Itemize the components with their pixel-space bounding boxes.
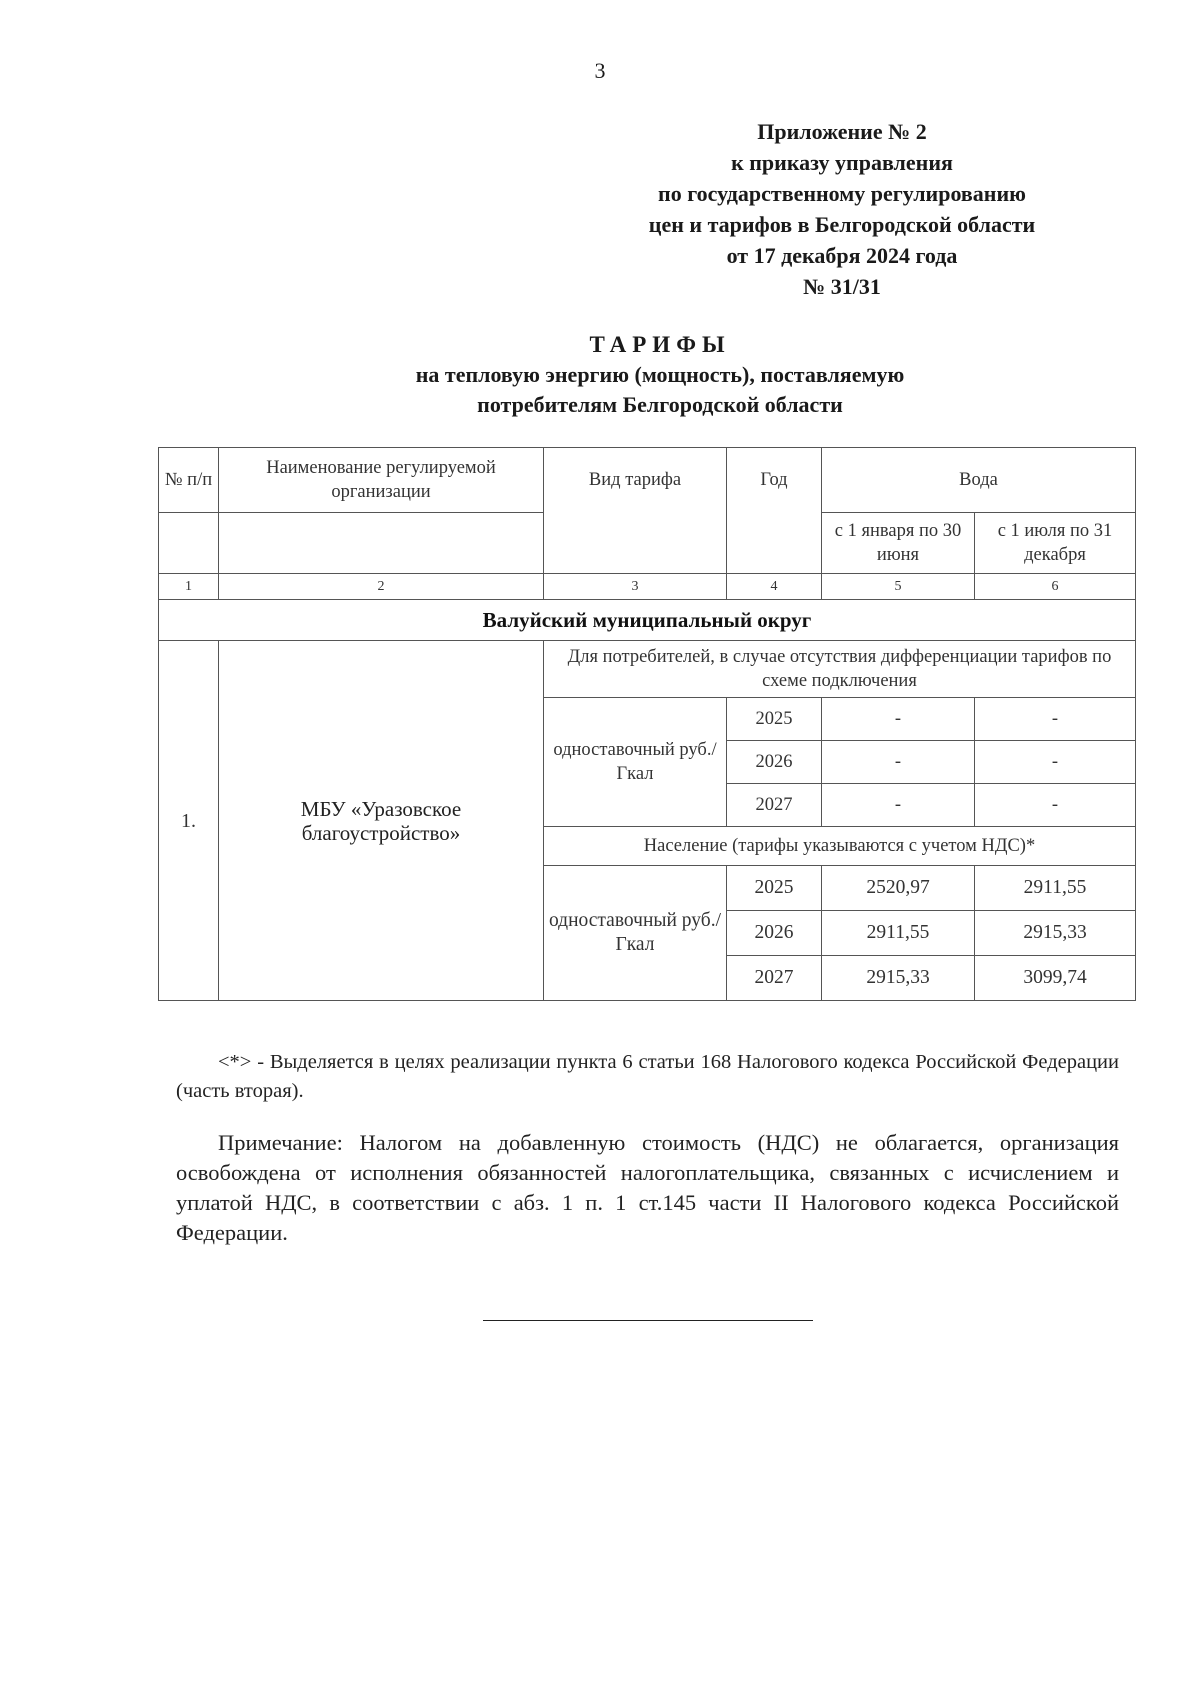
document-title — [300, 330, 1020, 420]
value-cell: 2520,97 — [822, 866, 975, 911]
header-num: № п/п — [159, 448, 219, 513]
year-cell: 2026 — [727, 741, 822, 784]
col-number: 2 — [219, 574, 544, 600]
subheader-empty — [219, 513, 544, 574]
row-number: 1. — [159, 641, 219, 1001]
page-number: 3 — [594, 58, 606, 83]
group-label: Для потребителей, в случае отсутствия дифференциации тарифов по схеме подключения — [544, 641, 1136, 698]
subheader-empty — [159, 513, 219, 574]
year-cell: 2026 — [727, 911, 822, 956]
header-period1: с 1 января по 30 июня — [822, 513, 975, 574]
annex-line: от 17 декабря 2024 года — [726, 243, 958, 268]
year-cell: 2025 — [727, 698, 822, 741]
group-label: Население (тарифы указываются с учетом НДС)* — [544, 827, 1136, 866]
col-number: 6 — [975, 574, 1136, 600]
annex-line: № 31/31 — [803, 274, 881, 299]
value-cell: - — [822, 784, 975, 827]
year-cell: 2025 — [727, 866, 822, 911]
title-main: ТАРИФЫ — [589, 332, 731, 357]
table-row — [159, 641, 1136, 698]
annex-line: Приложение № 2 — [757, 119, 927, 144]
title-line: на тепловую энергию (мощность), поставляемую — [415, 362, 905, 387]
value-cell: 2915,33 — [975, 911, 1136, 956]
tariff-type: одноставочный руб./Гкал — [544, 698, 727, 827]
header-year: Год — [727, 448, 822, 574]
annex-line: по государственному регулированию — [658, 181, 1026, 206]
value-cell: 2911,55 — [822, 911, 975, 956]
value-cell: 2915,33 — [822, 956, 975, 1001]
col-number: 5 — [822, 574, 975, 600]
header-row — [159, 448, 1136, 513]
tariff-type: одноставочный руб./Гкал — [544, 866, 727, 1001]
note-paragraph: Примечание: Налогом на добавленную стоимость (НДС) не облагается, организация освобождена от исполнения обязанностей налогоплательщика, связанных с исчислением и уплатой НДС, в соответствии с абз. 1 п. 1 ст.145 части II Налогового кодекса Российской Федерации. — [176, 1130, 1119, 1245]
value-cell: - — [822, 698, 975, 741]
footnote: <*> - Выделяется в целях реализации пункта 6 статьи 168 Налогового кодекса Российской Федерации (часть вторая). — [176, 1051, 1119, 1102]
year-cell: 2027 — [727, 956, 822, 1001]
annex-header — [612, 116, 1072, 302]
value-cell: 3099,74 — [975, 956, 1136, 1001]
value-cell: - — [975, 741, 1136, 784]
column-number-row — [159, 574, 1136, 600]
col-number: 3 — [544, 574, 727, 600]
value-cell: - — [975, 698, 1136, 741]
organization-name: МБУ «Уразовское благоустройство» — [219, 641, 544, 1001]
col-number: 1 — [159, 574, 219, 600]
district-row — [159, 600, 1136, 641]
end-divider — [483, 1320, 813, 1321]
year-cell: 2027 — [727, 784, 822, 827]
value-cell: - — [822, 741, 975, 784]
value-cell: 2911,55 — [975, 866, 1136, 911]
header-type: Вид тарифа — [544, 448, 727, 574]
header-water: Вода — [822, 448, 1136, 513]
title-line: потребителям Белгородской области — [477, 392, 843, 417]
value-cell: - — [975, 784, 1136, 827]
tariff-table — [158, 447, 1136, 1001]
header-org: Наименование регулируемой организации — [219, 448, 544, 513]
header-period2: с 1 июля по 31 декабря — [975, 513, 1136, 574]
annex-line: к приказу управления — [731, 150, 953, 175]
col-number: 4 — [727, 574, 822, 600]
district-name: Валуйский муниципальный округ — [159, 600, 1136, 641]
annex-line: цен и тарифов в Белгородской области — [648, 212, 1036, 237]
